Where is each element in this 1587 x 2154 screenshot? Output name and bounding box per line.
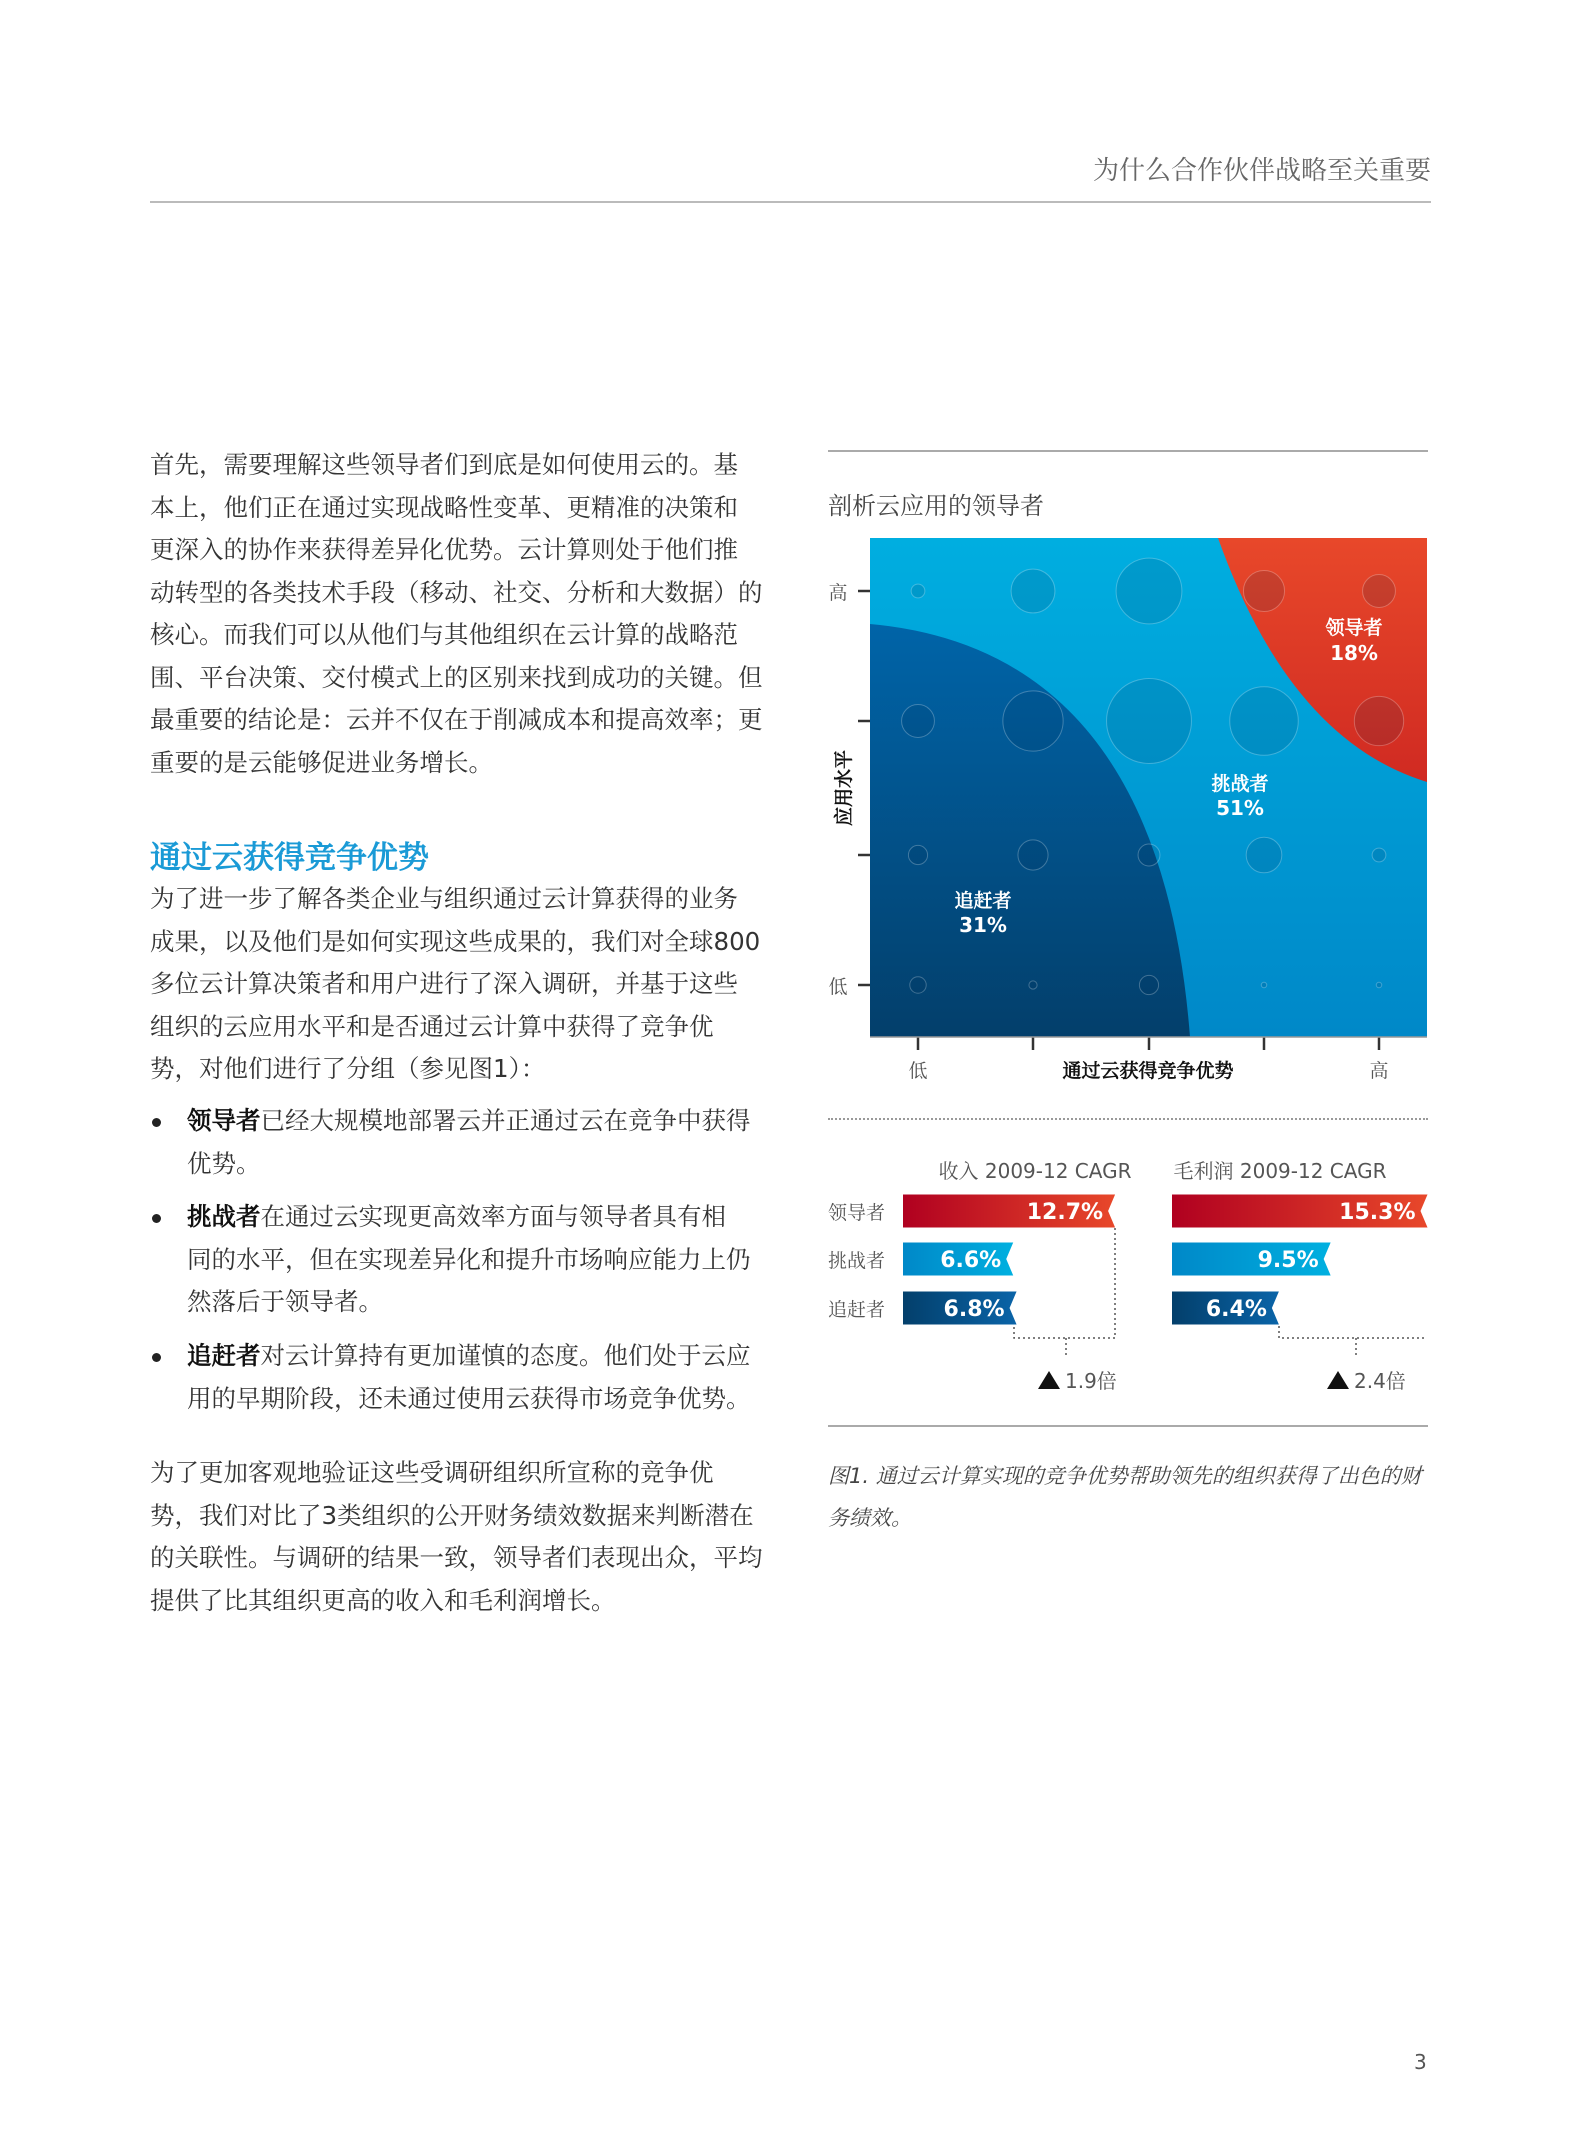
revenue-multiple: 1.9倍 (1065, 1369, 1117, 1393)
bullet-text: 已经大规模地部署云并正通过云在竞争中获得 (260, 1106, 751, 1135)
figure-caption: 图1. 通过云计算实现的竞争优势帮助领先的组织获得了出色的财务绩效。 (828, 1464, 1422, 1530)
leader-label: 领导者 (1325, 617, 1383, 639)
bar-value-label: 15.3% (1339, 1200, 1416, 1225)
y-tick-low: 低 (828, 976, 848, 998)
bubble (1261, 982, 1266, 987)
text-line: 提供了比其组织更高的收入和毛利润增长。 (150, 1585, 616, 1615)
bar-value-label: 6.6% (940, 1248, 1002, 1273)
running-header: 为什么合作伙伴战略至关重要 (1092, 156, 1431, 186)
catcher-label: 追赶者 (954, 890, 1012, 912)
y-tick-high: 高 (828, 582, 848, 604)
profit-header: 毛利润 2009-12 CAGR (1173, 1159, 1387, 1183)
bubble (910, 977, 926, 993)
text-line: 围、平台决策、交付模式上的区别来找到成功的关键。但 (150, 662, 763, 692)
text-line: 更深入的协作来获得差异化优势。云计算则处于他们推 (150, 535, 738, 564)
conclusion-paragraph (150, 1452, 770, 1622)
text-line: 为了进一步了解各类企业与组织通过云计算获得的业务 (150, 884, 738, 913)
chart-title: 剖析云应用的领导者 (828, 492, 1044, 520)
bar-value-label: 12.7% (1026, 1200, 1104, 1225)
text-line: 多位云计算决策者和用户进行了深入调研，并基于这些 (150, 969, 738, 998)
text-line: 为了更加客观地验证这些受调研组织所宣称的竞争优 (150, 1458, 714, 1487)
text-line: 势，对他们进行了分组（参见图1）： (150, 1054, 546, 1083)
text-line: 核心。而我们可以从他们与其他组织在云计算的战略范 (150, 620, 738, 649)
bullet-text: 优势。 (187, 1148, 261, 1178)
x-axis-label: 通过云获得竞争优势 (1062, 1060, 1234, 1082)
text-line: 重要的是云能够促进业务增长。 (150, 747, 493, 777)
bubble (902, 705, 935, 738)
bubble (1116, 558, 1182, 624)
row-label-challenger: 挑战者 (828, 1250, 886, 1272)
bubble (1018, 840, 1048, 870)
text-line: 组织的云应用水平和是否通过云计算中获得了竞争优 (150, 1011, 714, 1041)
y-axis-label: 应用水平 (833, 749, 855, 827)
bullet-text: 然落后于领导者。 (187, 1287, 383, 1316)
challenger-pct: 51% (1216, 796, 1264, 820)
bubble (908, 845, 927, 864)
bubble (1246, 837, 1282, 873)
bullet-text: 同的水平，但在实现差异化和提升市场响应能力上仍 (187, 1244, 751, 1274)
text-line: 动转型的各类技术手段（移动、社交、分析和大数据）的 (150, 577, 763, 607)
row-label-leader: 领导者 (828, 1202, 886, 1224)
bar-value-label: 6.8% (943, 1297, 1005, 1322)
text-line: 的关联性。与调研的结果一致，领导者们表现出众，平均 (150, 1543, 763, 1572)
section-heading: 通过云获得竞争优势 (150, 840, 429, 876)
leader-pct: 18% (1330, 641, 1378, 665)
text-line: 势，我们对比了3类组织的公开财务绩效数据来判断潜在 (150, 1500, 754, 1530)
bubble (1138, 844, 1160, 866)
bullet-text: 在通过云实现更高效率方面与领导者具有相 (260, 1202, 726, 1231)
figure-divider (828, 1118, 1428, 1120)
bubble (1003, 691, 1063, 751)
row-label-catcher: 追赶者 (828, 1299, 886, 1321)
bubble (911, 584, 925, 598)
bubble (1372, 848, 1386, 862)
bubble (1376, 982, 1381, 987)
bubble (1011, 569, 1055, 613)
bullet-text: 对云计算持有更加谨慎的态度。他们处于云应 (260, 1341, 751, 1370)
page-number: 3 (1414, 2050, 1427, 2074)
bullet-term: 领导者 (187, 1106, 261, 1135)
up-triangle-icon (1038, 1371, 1060, 1389)
bubble (1230, 687, 1299, 756)
revenue-header: 收入 2009-12 CAGR (938, 1159, 1132, 1183)
text-line: 本上，他们正在通过实现战略性变革、更精准的决策和 (150, 492, 738, 522)
text-line: 最重要的结论是：云并不仅在于削减成本和提高效率；更 (150, 705, 763, 734)
challenger-label: 挑战者 (1211, 773, 1269, 795)
catcher-pct: 31% (959, 913, 1007, 937)
bar-value-label: 9.5% (1257, 1248, 1319, 1273)
bar-value-label: 6.4% (1205, 1297, 1267, 1322)
bubble (1363, 575, 1396, 608)
figure-bottom-rule (828, 1425, 1428, 1427)
bubble (1243, 570, 1284, 611)
bubble (1354, 696, 1403, 745)
bullet-term: 挑战者 (187, 1202, 261, 1231)
bubble (1029, 981, 1037, 989)
bubble (1107, 679, 1192, 764)
bubble (1139, 975, 1158, 994)
bullet-text: 用的早期阶段，还未通过使用云获得市场竞争优势。 (187, 1383, 751, 1413)
profit-multiple: 2.4倍 (1354, 1369, 1406, 1393)
x-tick-low: 低 (908, 1060, 928, 1082)
text-line: 首先，需要理解这些领导者们到底是如何使用云的。基 (150, 450, 738, 479)
up-triangle-icon (1327, 1371, 1349, 1389)
bullet-term: 追赶者 (187, 1341, 261, 1370)
x-tick-high: 高 (1369, 1060, 1389, 1082)
text-line: 成果，以及他们是如何实现这些成果的，我们对全球800 (150, 926, 761, 956)
